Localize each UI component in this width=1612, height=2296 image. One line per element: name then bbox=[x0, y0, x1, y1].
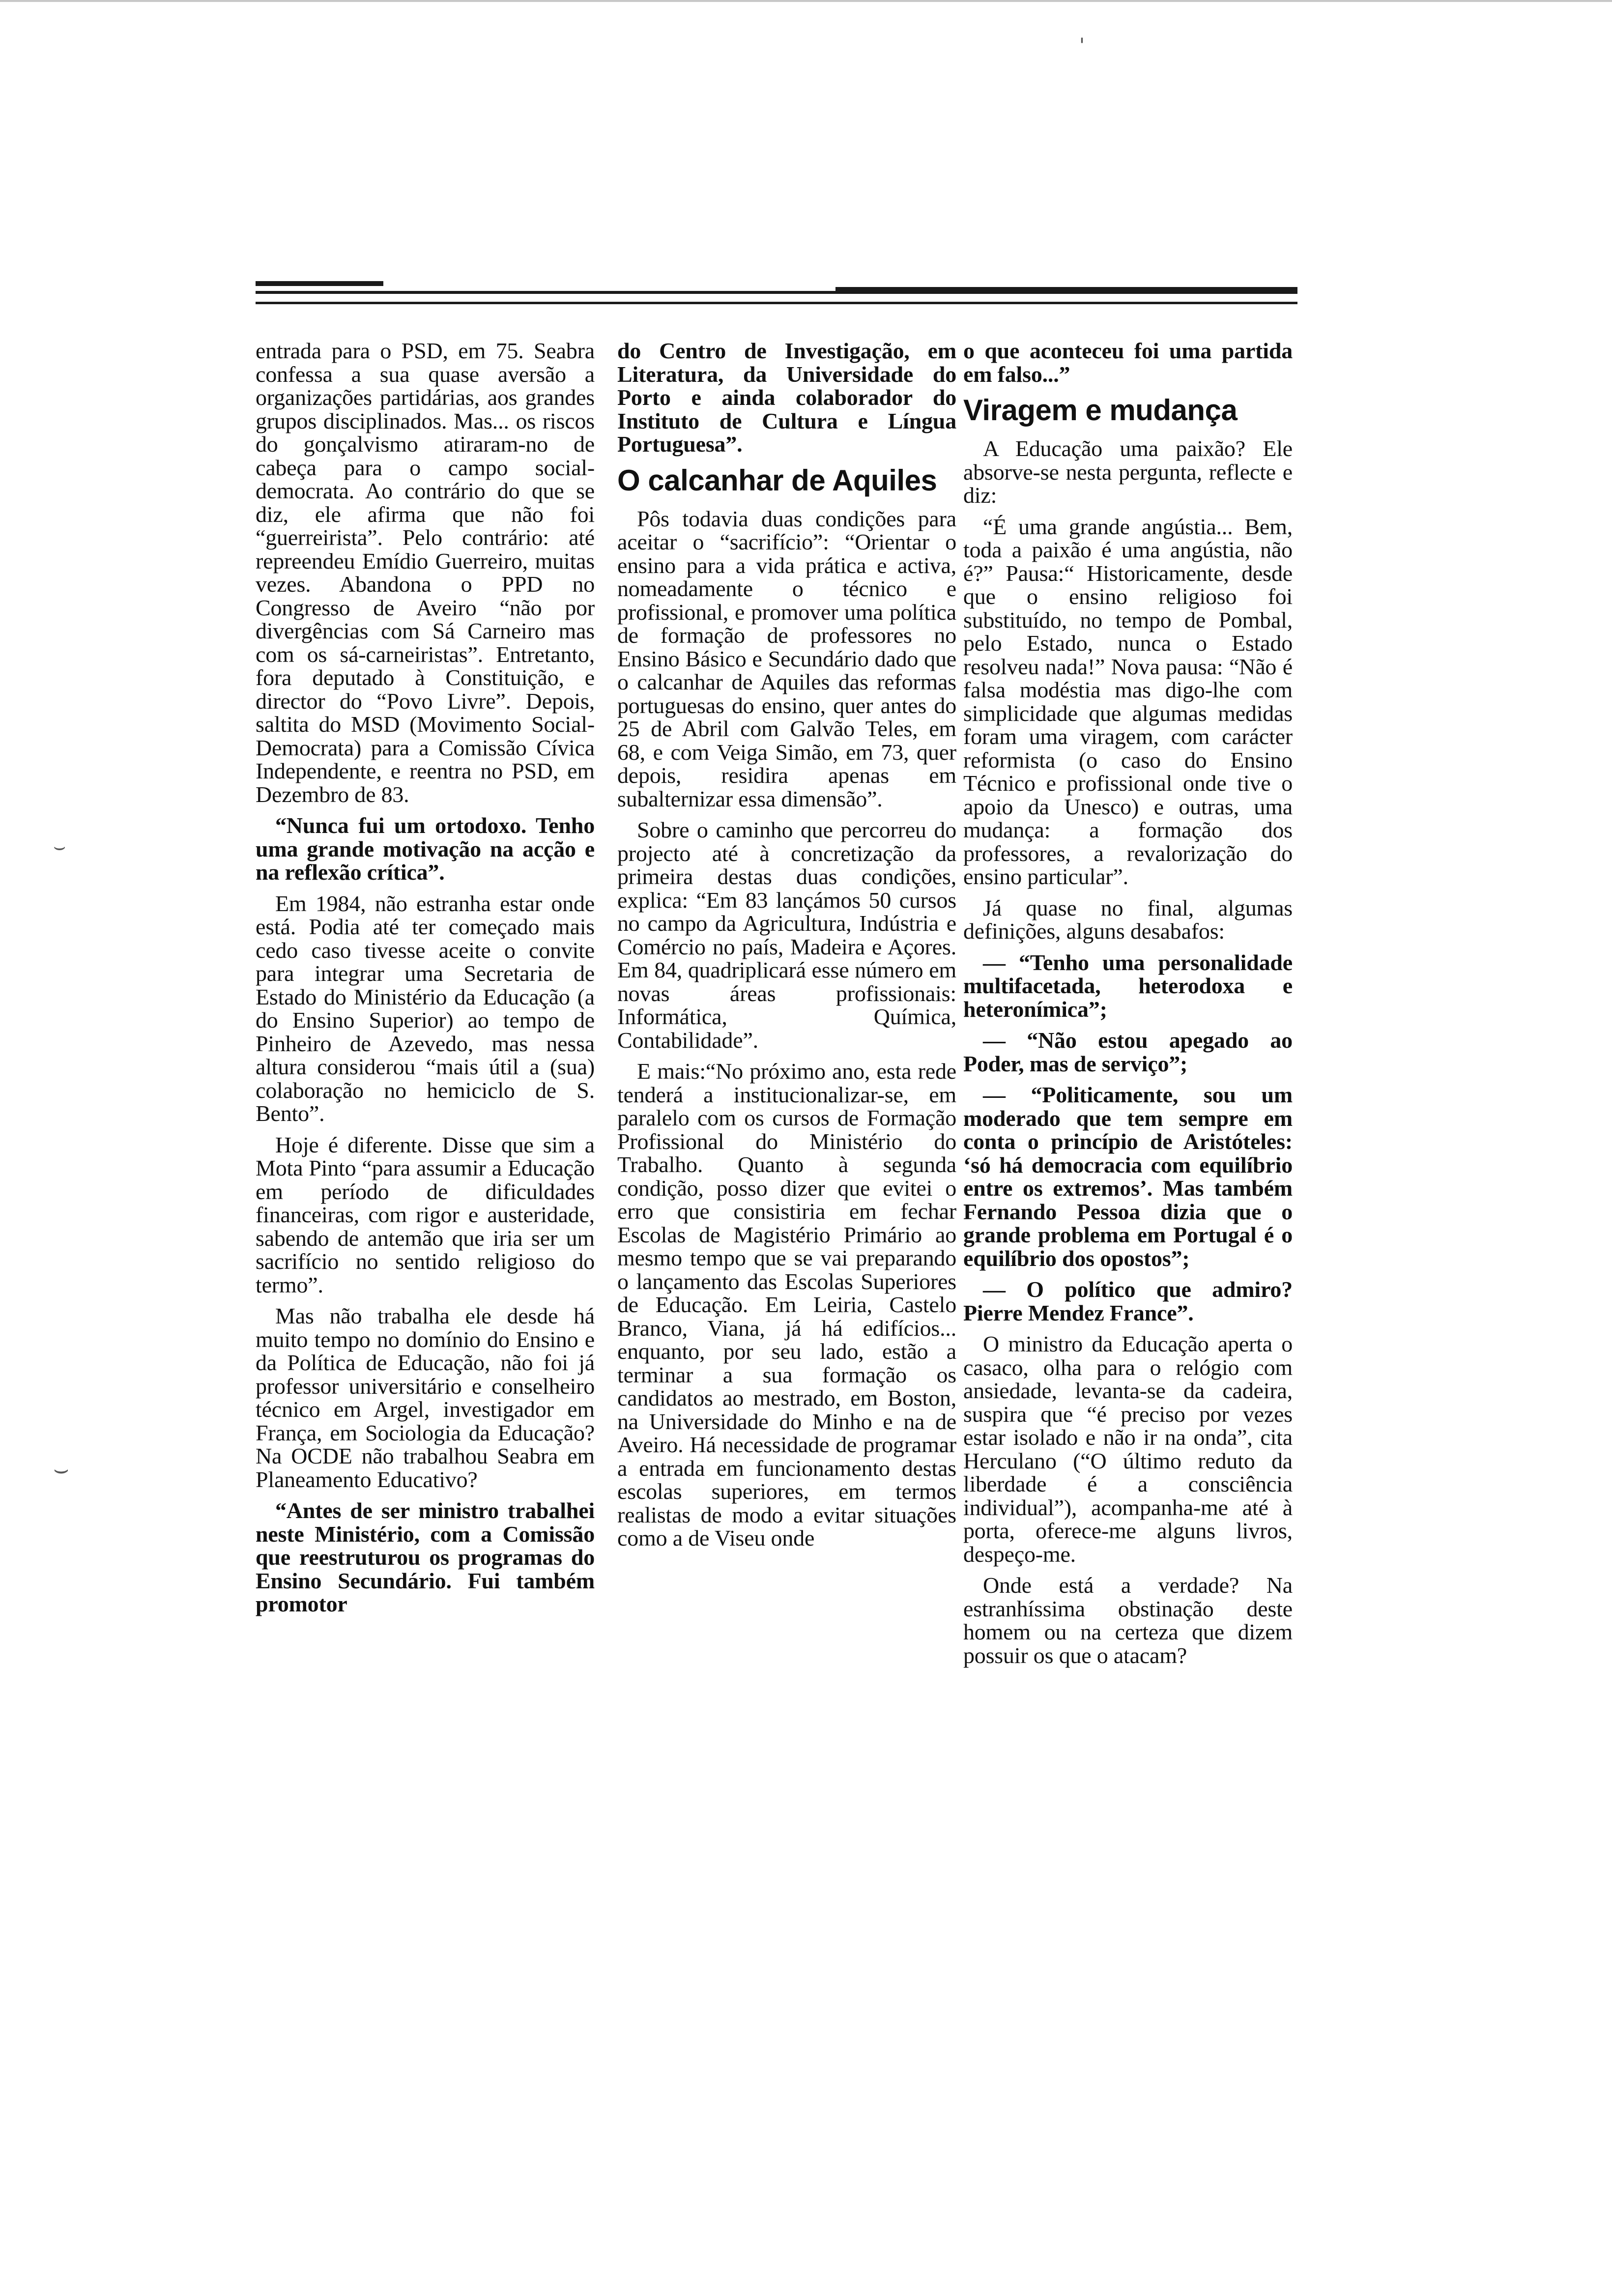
scan-margin-mark: ⌣ bbox=[53, 1455, 69, 1483]
article-quote: o que aconteceu foi uma partida em falso...” bbox=[963, 338, 1293, 387]
article-paragraph: entrada para o PSD, em 75. Seabra confessa a sua quase aversão a organizações partidárias, aos grandes grupos disciplinados. Mas... os riscos do gonçalvismo atiraram-no de cabeça para o campo social-democrata. Ao contrário do que se diz, ele afirma que não foi “guerreirista”. Pelo contrário: até repreendeu Emídio Guerreiro, muitas vezes. Abandona o PPD no Congresso de Aveiro “não por divergências com Sá Carneiro mas com os sá-carneiristas”. Entretanto, fora deputado à Constituição, e director do “Povo Livre”. Depois, saltita do MSD (Movimento Social-Democrata) para a Comissão Cívica Independente, e reentra no PSD, em Dezembro de 83. bbox=[256, 338, 595, 807]
article-list-item: — “Tenho uma personalidade multifacetada, heterodoxa e heteronímica”; bbox=[963, 949, 1293, 1022]
article-list-item: — “Politicamente, sou um moderado que tem sempre em conta o princípio de Aristóteles: ‘só há democracia com equilíbrio entre os extremos’. Mas também Fernando Pessoa dizia que o grande problema em Portugal é o equilíbrio dos opostos”; bbox=[963, 1082, 1293, 1271]
article-paragraph: A Educação uma paixão? Ele absorve-se nesta pergunta, reflecte e diz: bbox=[963, 436, 1293, 508]
article-paragraph: “É uma grande angústia... Bem, toda a paixão é uma angústia, não é?” Pausa:“ Historicamente, desde que o ensino religioso foi substituído, no tempo de Pombal, pelo Estado, nunca o Estado resolveu nada!” Nova pausa: “Não é falsa modéstia mas digo-lhe com simplicidade que algumas medidas foram uma viragem, com carácter reformista (o caso do Ensino Técnico e profissional onde tive o apoio da Unesco) e outras, uma mudança: a formação dos professores, a revalorização do ensino particular”. bbox=[963, 514, 1293, 889]
header-rule-thin bbox=[256, 291, 1297, 294]
article-paragraph: Hoje é diferente. Disse que sim a Mota Pinto “para assumir a Educação em período de dificuldades financeiras, com rigor e austeridade, sabendo de antemão que iria ser um sacrifício no sentido religioso do termo”. bbox=[256, 1132, 595, 1297]
article-paragraph: Em 1984, não estranha estar onde está. Podia até ter começado mais cedo caso tivesse aceite o convite para integrar uma Secretaria de Estado do Ministério da Educação (a do Ensino Superior) ao tempo de Pinheiro de Azevedo, mas nessa altura considerou “mais útil a (sua) colaboração no hemiciclo de S. Bento”. bbox=[256, 890, 595, 1126]
article-paragraph: Já quase no final, algumas definições, alguns desabafos: bbox=[963, 895, 1293, 944]
scan-tick-mark: ' bbox=[1079, 34, 1085, 57]
article-column-3 bbox=[963, 339, 1293, 1675]
article-column-2 bbox=[617, 339, 956, 1558]
article-column-1 bbox=[256, 339, 595, 1624]
article-quote: “Nunca fui um ortodoxo. Tenho uma grande motivação na acção e na reflexão crítica”. bbox=[256, 813, 595, 885]
header-rule-thin-lower bbox=[256, 302, 1297, 304]
scan-top-edge-line bbox=[0, 0, 1612, 2]
article-paragraph: Pôs todavia duas condições para aceitar o “sacrifício”: “Orientar o ensino para a vida prática e activa, nomeadamente o técnico e profissional, e promover uma política de formação de professores no Ensino Básico e Secundário dado que o calcanhar de Aquiles das reformas portuguesas do ensino, quer antes do 25 de Abril com Galvão Teles, em 68, e com Veiga Simão, em 73, quer depois, residira apenas em subalternizar essa dimensão”. bbox=[617, 506, 956, 811]
article-paragraph: O ministro da Educação aperta o casaco, olha para o relógio com ansiedade, levanta-se da cadeira, suspira que “é preciso por vezes estar isolado e não ir na onda”, cita Herculano (“O último reduto da liberdade é a consciência individual”), acompanha-me até à porta, oferece-me alguns livros, despeço-me. bbox=[963, 1331, 1293, 1567]
article-quote: do Centro de Investigação, em Literatura, da Universidade do Porto e ainda colaborador do Instituto de Cultura e Língua Portuguesa”. bbox=[617, 338, 956, 457]
article-quote: “Antes de ser ministro trabalhei neste Ministério, com a Comissão que reestruturou os programas do Ensino Secundário. Fui também promotor bbox=[256, 1498, 595, 1616]
article-paragraph: Mas não trabalha ele desde há muito tempo no domínio do Ensino e da Política de Educação, não foi já professor universitário e conselheiro técnico em Argel, investigador em França, em Sociologia da Educação? Na OCDE não trabalhou Seabra em Planeamento Educativo? bbox=[256, 1303, 595, 1492]
article-list-item: — “Não estou apegado ao Poder, mas de serviço”; bbox=[963, 1028, 1293, 1076]
article-paragraph: E mais:“No próximo ano, esta rede tenderá a institucionalizar-se, em paralelo com os cursos de Formação Profissional do Ministério do Trabalho. Quanto à segunda condição, posso dizer que evitei o erro que consistiria em fechar Escolas de Magistério Primário ao mesmo tempo que se vai preparando o lançamento das Escolas Superiores de Educação. Em Leiria, Castelo Branco, Viana, já há edifícios... enquanto, por seu lado, estão a terminar a sua formação os candidatos ao mestrado, em Boston, na Universidade do Minho e na de Aveiro. Há necessidade de programar a entrada em funcionamento destas escolas superiores, em termos realistas de modo a evitar situações como a de Viseu onde bbox=[617, 1059, 956, 1550]
article-list-item: — O político que admiro? Pierre Mendez France”. bbox=[963, 1277, 1293, 1325]
article-paragraph: Onde está a verdade? Na estranhíssima obstinação deste homem ou na certeza que dizem possuir os que o atacam? bbox=[963, 1573, 1293, 1668]
article-paragraph: Sobre o caminho que percorreu do projecto até à concretização da primeira destas duas condições, explica: “Em 83 lançámos 50 cursos no campo da Agricultura, Indústria e Comércio no país, Madeira e Açores. Em 84, quadriplicará esse número em novas áreas profissionais: Informática, Química, Contabilidade”. bbox=[617, 817, 956, 1053]
section-heading-calcanhar: O calcanhar de Aquiles bbox=[617, 463, 937, 497]
header-rule-left-thick bbox=[256, 281, 383, 286]
scan-margin-mark: ⌣ bbox=[53, 835, 66, 858]
section-heading-viragem: Viragem e mudança bbox=[963, 394, 1238, 427]
